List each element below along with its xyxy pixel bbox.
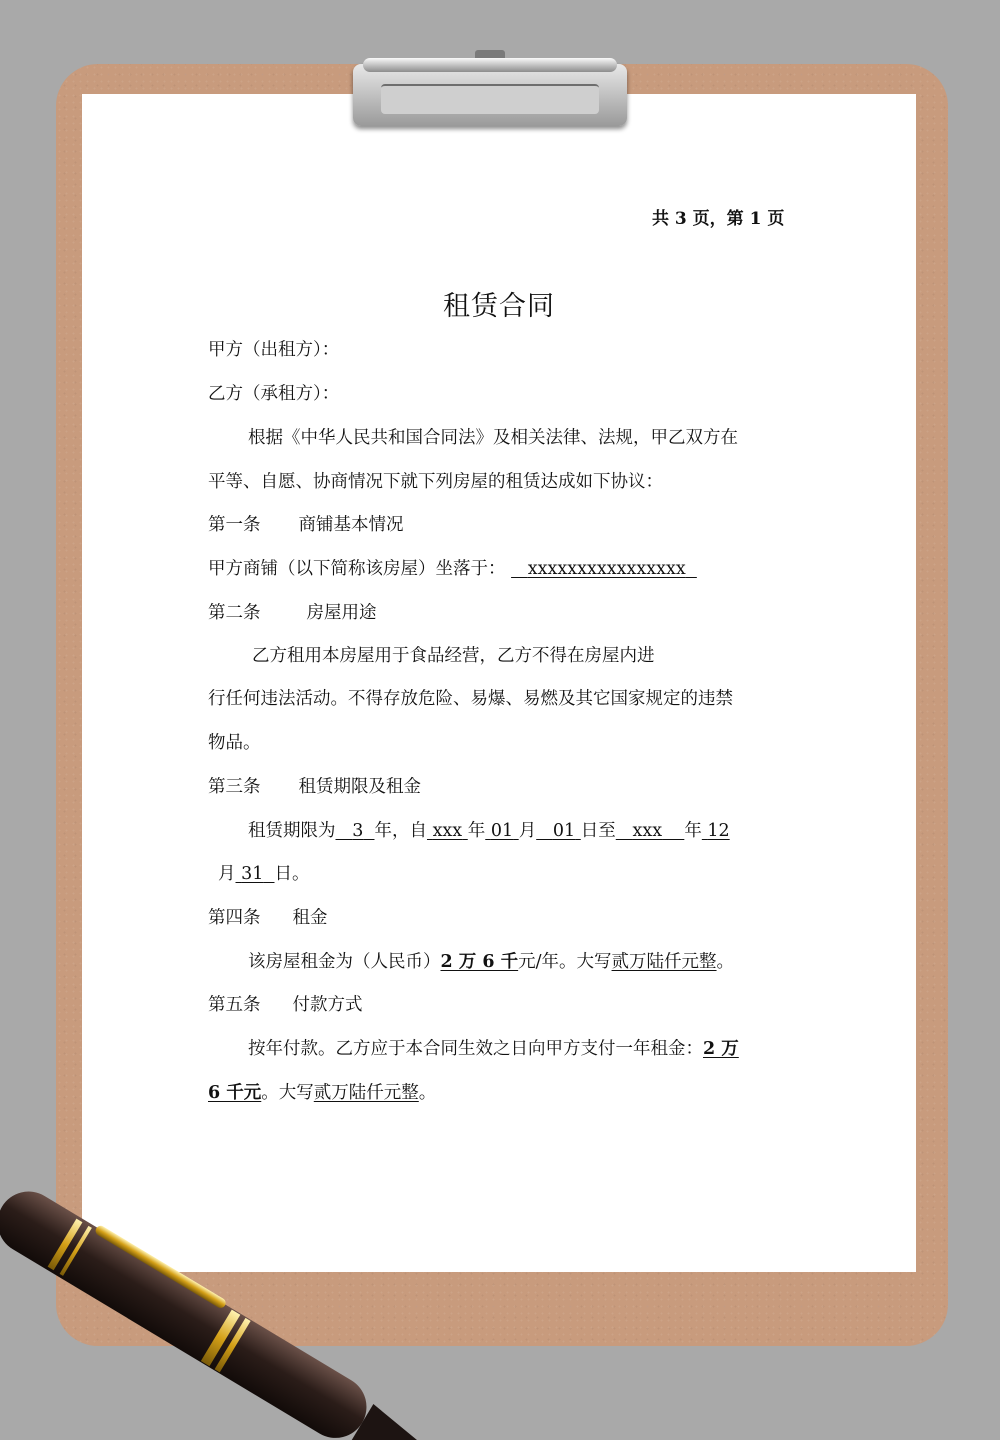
article5-heading: 第五条 付款方式 (208, 995, 363, 1015)
article3-heading: 第三条 租赁期限及租金 (208, 777, 421, 797)
location-value: xxxxxxxxxxxxxxxx (527, 559, 686, 579)
party-a-line: 甲方（出租方）： (208, 340, 340, 360)
party-b-line: 乙方（承租方）： (208, 384, 340, 404)
article2-heading: 第二条 房屋用途 (208, 603, 377, 623)
article4-heading: 第四条 租金 (208, 908, 328, 928)
preamble-line-1: 根据《中华人民共和国合同法》及相关法律、法规，甲乙双方在 (248, 428, 738, 448)
article5-line-2: 6 千元。大写贰万陆仟元整。 (208, 1083, 437, 1103)
article1-location: 甲方商铺（以下简称该房屋）坐落于： xxxxxxxxxxxxxxxx (208, 555, 697, 580)
article1-heading: 第一条 商铺基本情况 (208, 515, 404, 535)
article5-line-1: 按年付款。乙方应于本合同生效之日向甲方支付一年租金：2 万 (248, 1039, 739, 1059)
article3-term-line-2: 月 31 日。 (218, 864, 310, 884)
preamble-line-2: 平等、自愿、协商情况下就下列房屋的租赁达成如下协议： (208, 472, 663, 492)
article2-line-1: 乙方租用本房屋用于食品经营，乙方不得在房屋内进 (252, 646, 655, 666)
document-title: 租赁合同 (443, 291, 555, 322)
clipboard-clip (353, 50, 627, 128)
article4-rent-line: 该房屋租金为（人民币）2 万 6 千元/年。大写贰万陆仟元整。 (248, 952, 735, 972)
article2-line-3: 物品。 (208, 733, 261, 753)
article3-term-line: 租赁期限为 3 年，自 xxx 年 01 月 01 日至 xxx 年 12 (248, 821, 730, 841)
article2-line-2: 行任何违法活动。不得存放危险、易爆、易燃及其它国家规定的违禁 (208, 689, 733, 709)
page-number: 共 3 页，第 1 页 (652, 209, 785, 229)
fountain-pen-icon (0, 1120, 590, 1440)
